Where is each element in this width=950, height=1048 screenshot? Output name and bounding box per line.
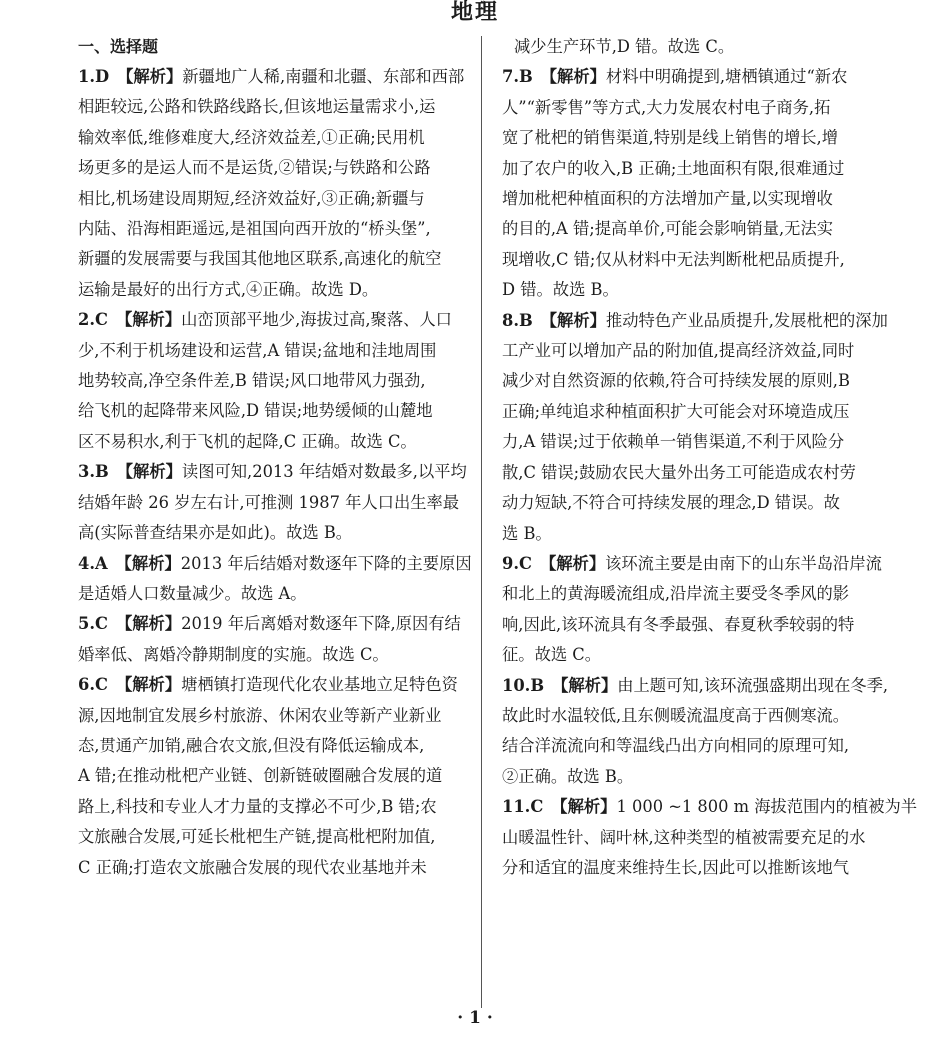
answer-line <box>78 184 470 214</box>
analysis-tag: 【解析】 <box>540 310 606 330</box>
answer-line <box>78 214 470 244</box>
answer-text: 文旅融合发展,可延长枇杷生产链,提高枇杷附加值, <box>78 827 436 847</box>
analysis-tag: 【解析】 <box>117 67 183 86</box>
right-column <box>502 32 918 883</box>
page-number: · 1 · <box>457 1008 493 1028</box>
answer-line <box>78 336 470 366</box>
answer-line <box>78 275 470 305</box>
answer-letter: A <box>95 553 108 573</box>
answer-line <box>514 32 882 62</box>
answer-text: A 错;在推动枇杷产业链、创新链破圈融合发展的道 <box>78 766 443 786</box>
answer-text: 推动特色产业品质提升,发展枇杷的深加 <box>605 310 888 330</box>
answer-text: 材料中明确提到,塘栖镇通过“新农 <box>605 67 848 87</box>
analysis-tag: 【解析】 <box>552 675 618 695</box>
question-number: 6. <box>78 675 95 695</box>
answer-line <box>502 640 882 670</box>
answer-line <box>78 731 470 761</box>
answer-text: 婚率低、离婚冷静期制度的实施。故选 C。 <box>78 644 389 664</box>
answer-line <box>502 823 882 853</box>
answer-text: 正确;单纯追求种植面积扩大可能会对环境造成压 <box>502 401 850 421</box>
answer-line <box>78 579 470 609</box>
answer-line <box>502 184 882 214</box>
answer-text: 该环流主要是由南下的山东半岛沿岸流 <box>605 553 882 573</box>
analysis-tag: 【解析】 <box>115 614 182 634</box>
answer-line <box>78 792 470 822</box>
answer-line <box>502 427 882 457</box>
question-number: 3. <box>78 462 95 482</box>
analysis-tag: 【解析】 <box>551 797 617 817</box>
answer-item <box>502 549 882 671</box>
answer-line <box>502 366 882 396</box>
answer-text: 塘栖镇打造现代化农业基地立足特色资 <box>181 675 458 695</box>
answer-text: 内陆、沿海相距遥远,是祖国向西开放的“桥头堡”, <box>78 219 431 239</box>
answer-line <box>78 518 470 548</box>
answer-line <box>502 62 882 92</box>
answer-line <box>502 154 882 184</box>
answer-text: 地势较高,净空条件差,B 错误;风口地带风力强劲, <box>78 371 426 391</box>
answer-letter: B <box>519 67 533 87</box>
answer-line <box>502 458 882 488</box>
answer-text: 加了农户的收入,B 正确;土地面积有限,很难通过 <box>502 158 845 178</box>
answer-line <box>502 214 882 244</box>
page-title: 地理 <box>450 0 499 25</box>
answer-line <box>78 92 470 122</box>
answer-line <box>78 123 470 153</box>
answer-text: 新疆的发展需要与我国其他地区联系,高速化的航空 <box>78 249 442 269</box>
answer-line <box>502 579 882 609</box>
answer-line <box>78 305 470 335</box>
answer-line <box>78 488 470 518</box>
answer-text: 是适婚人口数量减少。故选 A。 <box>78 583 307 603</box>
answer-line <box>78 244 470 274</box>
answer-line <box>78 366 470 396</box>
analysis-tag: 【解析】 <box>116 462 182 482</box>
answer-text: 力,A 错误;过于依赖单一销售渠道,不利于风险分 <box>502 432 845 452</box>
answer-text: 新疆地广人稀,南疆和北疆、东部和西部 <box>182 67 465 86</box>
answer-line <box>78 396 470 426</box>
answer-line <box>78 549 470 579</box>
question-number: 5. <box>78 614 95 634</box>
answer-item <box>78 457 470 548</box>
answer-letter: C <box>519 553 532 573</box>
answer-item <box>78 305 470 457</box>
answer-letter: C <box>95 310 108 330</box>
column-divider <box>481 36 482 1008</box>
answer-text: 2013 年后结婚对数逐年下降的主要原因 <box>180 553 472 573</box>
answer-text: 输效率低,维修难度大,经济效益差,①正确;民用机 <box>78 127 425 147</box>
question-number: 11. <box>502 797 531 817</box>
answer-text: 给飞机的起降带来风险,D 错误;地势缓倾的山麓地 <box>78 401 433 421</box>
answer-text: 工产业可以增加产品的附加值,提高经济效益,同时 <box>502 341 855 361</box>
answer-item <box>502 306 888 549</box>
analysis-tag: 【解析】 <box>115 675 182 695</box>
answer-text: D 错。故选 B。 <box>502 280 619 300</box>
answer-line <box>502 336 882 366</box>
answer-line <box>78 62 470 92</box>
answer-line <box>502 306 888 336</box>
answer-text: 减少生产环节,D 错。故选 C。 <box>514 37 735 56</box>
answer-text: 1 000 ~1 800 m 海拔范围内的植被为半 <box>616 797 918 817</box>
answer-line <box>78 609 470 639</box>
answer-line <box>502 671 889 701</box>
question-number: 4. <box>78 553 95 573</box>
question-number: 1. <box>78 67 95 86</box>
answer-line <box>502 549 882 579</box>
section-heading: 一、选择题 <box>78 37 159 56</box>
answer-line <box>78 670 470 700</box>
answer-text: 山暖温性针、阔叶林,这种类型的植被需要充足的水 <box>502 827 866 847</box>
answer-line <box>78 640 470 670</box>
answer-text: 征。故选 C。 <box>502 645 602 665</box>
answer-text: 增加枇杷种植面积的方法增加产量,以实现增收 <box>502 189 833 209</box>
answer-text: 源,因地制宜发展乡村旅游、休闲农业等新产业新业 <box>78 705 442 725</box>
question-number: 7. <box>502 67 519 87</box>
answer-text: 故此时水温较低,且东侧暖流温度高于西侧寒流。 <box>502 705 850 725</box>
answer-text: 减少对自然资源的依赖,符合可持续发展的原则,B <box>502 371 850 391</box>
answer-item <box>502 792 918 883</box>
answer-line <box>502 792 918 822</box>
answer-letter: B <box>95 462 109 482</box>
answer-item <box>78 549 470 610</box>
analysis-tag: 【解析】 <box>540 67 606 87</box>
answer-letter: C <box>95 614 108 634</box>
answer-line <box>502 701 882 731</box>
answer-line <box>502 488 882 518</box>
answer-line <box>502 397 882 427</box>
answer-line <box>502 731 882 761</box>
answer-line <box>502 853 882 883</box>
answer-item <box>502 32 882 62</box>
answer-item <box>78 609 470 670</box>
answer-text: 的目的,A 错;提高单价,可能会影响销量,无法实 <box>502 219 834 239</box>
answer-text: 运输是最好的出行方式,④正确。故选 D。 <box>78 279 379 299</box>
answer-line <box>502 275 882 305</box>
answer-line <box>502 123 882 153</box>
answer-text: 分和适宜的温度来维持生长,因此可以推断该地气 <box>502 857 850 877</box>
answer-item <box>502 671 889 793</box>
answer-text: 结合洋流流向和等温线凸出方向相同的原理可知, <box>502 736 850 756</box>
answer-text: 态,贯通产加销,融合农文旅,但没有降低运输成本, <box>78 735 425 755</box>
answer-line <box>502 93 882 123</box>
answer-text: 山峦顶部平地少,海拔过高,聚落、人口 <box>181 310 452 330</box>
left-column <box>78 32 470 883</box>
answer-text: 响,因此,该环流具有冬季最强、春夏秋季较弱的特 <box>502 614 855 634</box>
answer-line <box>78 153 470 183</box>
answer-letter: C <box>95 675 108 695</box>
analysis-tag: 【解析】 <box>115 553 181 573</box>
answer-text: 选 B。 <box>502 523 552 543</box>
answer-text: 2019 年后离婚对数逐年下降,原因有结 <box>181 614 461 634</box>
question-number: 9. <box>502 553 519 573</box>
answer-text: ②正确。故选 B。 <box>502 766 634 786</box>
answer-item <box>78 670 470 883</box>
answer-text: 少,不利于机场建设和运营,A 错误;盆地和洼地周围 <box>78 340 437 360</box>
analysis-tag: 【解析】 <box>539 553 606 573</box>
answer-line <box>78 701 470 731</box>
answer-text: 现增收,C 错;仅从材料中无法判断枇杷品质提升, <box>502 249 845 269</box>
answer-line <box>78 761 470 791</box>
answer-text: 人”“新零售”等方式,大力发展农村电子商务,拓 <box>502 97 831 117</box>
answer-text: 区不易积水,利于飞机的起降,C 正确。故选 C。 <box>78 431 417 451</box>
answer-text: 由上题可知,该环流强盛期出现在冬季, <box>617 675 889 695</box>
answer-letter: B <box>519 310 533 330</box>
answer-item <box>78 62 470 305</box>
answer-line <box>502 610 882 640</box>
answer-text: 相比,机场建设周期短,经济效益好,③正确;新疆与 <box>78 188 425 208</box>
answer-text: 高(实际普查结果亦是如此)。故选 B。 <box>78 523 353 543</box>
answer-letter: C <box>530 797 544 817</box>
answer-text: 读图可知,2013 年结婚对数最多,以平均 <box>181 462 467 482</box>
answer-text: 结婚年龄 26 岁左右计,可推测 1987 年人口出生率最 <box>78 492 460 512</box>
answer-text: 场更多的是运人而不是运货,②错误;与铁路和公路 <box>78 158 431 178</box>
left-answer-list <box>78 62 470 883</box>
answer-line <box>78 457 470 487</box>
answer-text: 散,C 错误;鼓励农民大量外出务工可能造成农村劳 <box>502 462 856 482</box>
answer-line <box>502 762 882 792</box>
answer-letter: B <box>530 675 545 695</box>
answer-line <box>78 427 470 457</box>
answer-text: 动力短缺,不符合可持续发展的理念,D 错误。故 <box>502 493 840 513</box>
answer-line <box>502 245 882 275</box>
answer-item <box>502 62 882 305</box>
answer-text: 和北上的黄海暖流组成,沿岸流主要受冬季风的影 <box>502 584 850 604</box>
answer-line <box>78 822 470 852</box>
question-number: 8. <box>502 310 519 330</box>
answer-text: 宽了枇杷的销售渠道,特别是线上销售的增长,增 <box>502 128 838 148</box>
answer-text: 路上,科技和专业人才力量的支撑必不可少,B 错;农 <box>78 796 437 816</box>
question-number: 10. <box>502 675 531 695</box>
answer-line <box>502 519 882 549</box>
question-number: 2. <box>78 310 95 330</box>
answer-text: 相距较远,公路和铁路线路长,但该地运量需求小,运 <box>78 97 436 117</box>
right-answer-list <box>502 32 918 883</box>
answer-line <box>78 853 470 883</box>
analysis-tag: 【解析】 <box>115 310 182 330</box>
answer-letter: D <box>95 67 110 86</box>
answer-text: C 正确;打造农文旅融合发展的现代农业基地并未 <box>78 857 427 877</box>
